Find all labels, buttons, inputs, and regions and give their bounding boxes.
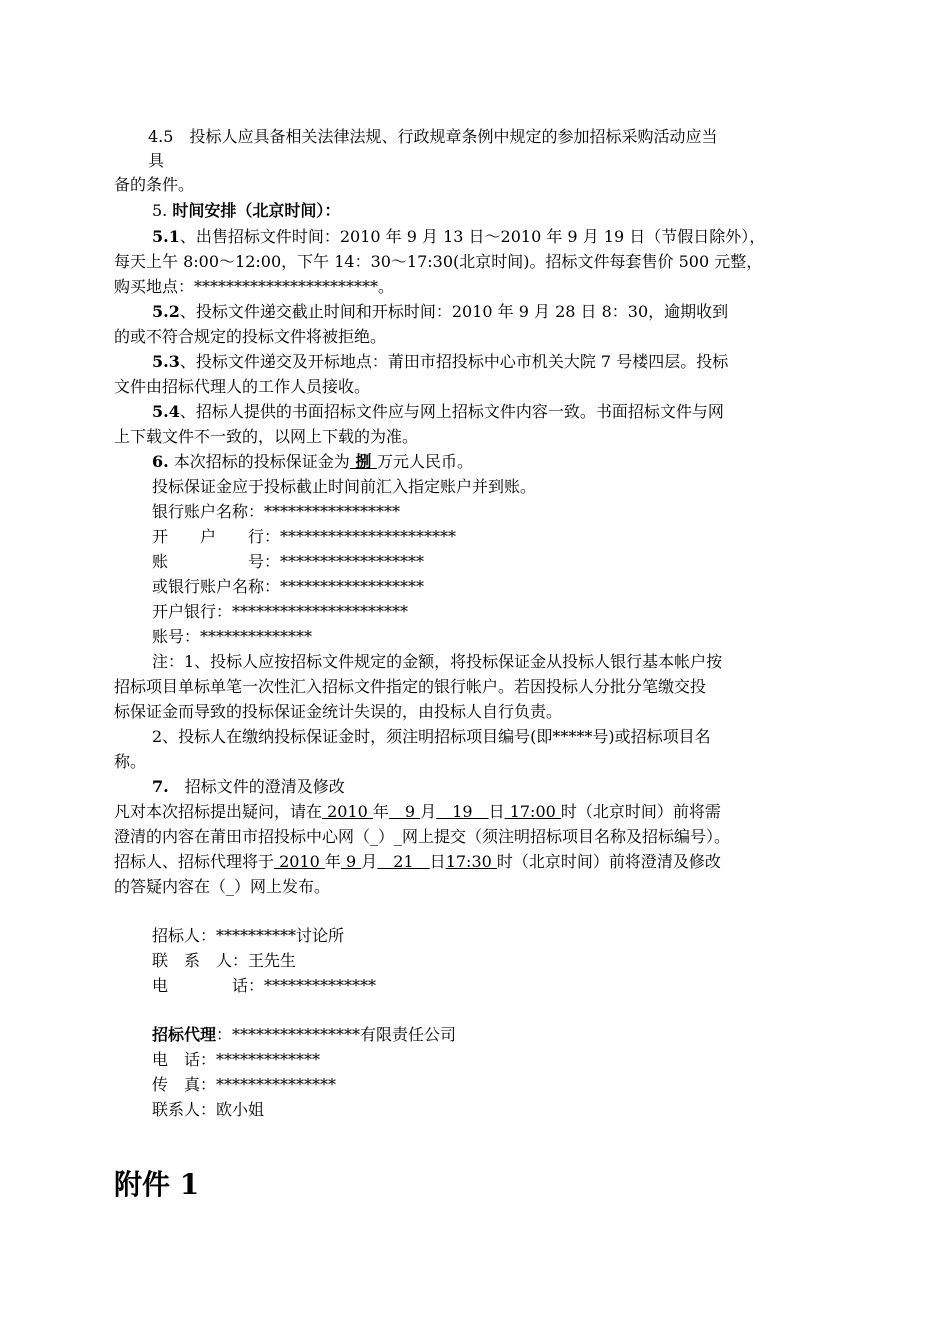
bank-name: 开 户 行：********************** bbox=[152, 527, 457, 546]
agent-contact: 联系人：欧小姐 bbox=[152, 1100, 265, 1119]
tenderer-contact: 联 系 人：王先生 bbox=[152, 951, 297, 970]
alt-bank-account-name: 或银行账户名称：****************** bbox=[152, 577, 425, 596]
section-7-number: 7. bbox=[152, 777, 169, 796]
section-6-text-pre: 本次招标的投标保证金为 bbox=[168, 452, 350, 471]
day-unit: 日 bbox=[488, 802, 505, 821]
section-6-text-post: 万元人民币。 bbox=[376, 452, 473, 471]
section-6-line bbox=[152, 452, 473, 472]
deposit-amount: 捌 bbox=[349, 452, 377, 471]
agent-colon: ： bbox=[216, 1025, 233, 1044]
year-unit: 年 bbox=[372, 802, 389, 821]
question-year: 2010 bbox=[322, 802, 373, 821]
answer-day: 21 bbox=[377, 852, 430, 871]
agent-phone: 电 话：************* bbox=[152, 1050, 321, 1069]
clarification-line-1 bbox=[114, 802, 721, 822]
clarification-line-3 bbox=[114, 852, 721, 872]
answer-month: 9 bbox=[340, 852, 362, 871]
section-5-heading bbox=[152, 201, 340, 221]
para-5-4-text: 、招标人提供的书面招标文件应与网上招标文件内容一致。书面招标文件与网 bbox=[179, 402, 724, 421]
appendix-heading: 附件 1 bbox=[114, 1168, 200, 1201]
para-5-2-line-1 bbox=[152, 302, 728, 322]
question-time: 17:00 bbox=[504, 802, 561, 821]
para-4-5-line-1: 4.5 投标人应具备相关法律法规、行政规章条例中规定的参加招标采购活动应当 bbox=[148, 127, 718, 146]
para-5-1-text: 、出售招标文件时间：2010 年 9 月 13 日～2010 年 9 月 19 日（节假日除外）， bbox=[179, 227, 766, 246]
month-unit: 月 bbox=[361, 852, 378, 871]
answer-text-tail: 时（北京时间）前将澄清及修改 bbox=[496, 852, 721, 871]
note-line-4: 2、投标人在缴纳投标保证金时，须注明招标项目编号(即*****号)或招标项目名 bbox=[152, 727, 711, 746]
clarification-line-4: 的答疑内容在（_）网上发布。 bbox=[114, 877, 331, 896]
note-line-3: 标保证金而导致的投标保证金统计失误的，由投标人自行负责。 bbox=[114, 702, 563, 721]
para-5-1-number: 5.1 bbox=[152, 227, 180, 246]
alt-bank-name: 开户银行：********************** bbox=[152, 602, 409, 621]
agent-label: 招标代理 bbox=[152, 1025, 217, 1044]
alt-bank-account-number: 账号：************** bbox=[152, 627, 313, 646]
clarification-text: 凡对本次招标提出疑问，请在 bbox=[114, 802, 323, 821]
month-unit: 月 bbox=[420, 802, 437, 821]
para-5-3-line-2: 文件由招标代理人的工作人员接收。 bbox=[114, 377, 371, 396]
question-day: 19 bbox=[436, 802, 489, 821]
para-5-1-line-2: 每天上午 8:00～12:00，下午 14：30～17:30(北京时间)。招标文件每套售价 500 元整， bbox=[114, 252, 763, 271]
section-5-number: 5. bbox=[152, 201, 173, 220]
para-5-1-line-1 bbox=[152, 227, 765, 247]
para-5-1-line-3: 购买地点：***********************。 bbox=[114, 277, 395, 296]
para-5-2-number: 5.2 bbox=[152, 302, 180, 321]
tenderer-phone: 电 话：************** bbox=[152, 976, 377, 995]
section-7-title: 招标文件的澄清及修改 bbox=[168, 777, 345, 796]
para-5-4-number: 5.4 bbox=[152, 402, 180, 421]
note-line-1: 注：1、投标人应按招标文件规定的金额，将投标保证金从投标人银行基本帐户按 bbox=[152, 652, 723, 671]
para-4-5-line-3: 备的条件。 bbox=[114, 175, 195, 194]
agent-fax: 传 真：*************** bbox=[152, 1075, 337, 1094]
clarification-line-2: 澄清的内容在莆田市招投标中心网（_）_网上提交（须注明招标项目名称及招标编号）。 bbox=[114, 827, 731, 846]
answer-text: 招标人、招标代理将于 bbox=[114, 852, 275, 871]
section-5-title: 时间安排（北京时间）： bbox=[172, 201, 341, 220]
section-6-number: 6. bbox=[152, 452, 169, 471]
clarification-text-tail: 时（北京时间）前将需 bbox=[560, 802, 721, 821]
day-unit: 日 bbox=[429, 852, 446, 871]
para-5-3-text: 、投标文件递交及开标地点：莆田市招投标中心市机关大院 7 号楼四层。投标 bbox=[179, 352, 729, 371]
para-5-2-text: 、投标文件递交截止时间和开标时间：2010 年 9 月 28 日 8：30，逾期收到 bbox=[179, 302, 729, 321]
agent-name-line bbox=[152, 1025, 456, 1045]
para-5-4-line-2: 上下载文件不一致的，以网上下载的为准。 bbox=[114, 427, 419, 446]
note-line-5: 称。 bbox=[114, 752, 147, 771]
answer-year: 2010 bbox=[274, 852, 325, 871]
answer-time: 17:30 bbox=[445, 852, 497, 871]
para-4-5-line-2: 具 bbox=[148, 151, 165, 170]
para-5-3-line-1 bbox=[152, 352, 728, 372]
para-5-3-number: 5.3 bbox=[152, 352, 180, 371]
agent-company: ****************有限责任公司 bbox=[232, 1025, 457, 1044]
section-7-heading bbox=[152, 777, 345, 797]
bank-account-number: 账 号：****************** bbox=[152, 552, 425, 571]
note-line-2: 招标项目单标单笔一次性汇入招标文件指定的银行帐户。若因投标人分批分笔缴交投 bbox=[114, 677, 707, 696]
year-unit: 年 bbox=[324, 852, 341, 871]
tenderer-name: 招标人：**********讨论所 bbox=[152, 926, 345, 945]
question-month: 9 bbox=[388, 802, 421, 821]
para-5-4-line-1 bbox=[152, 402, 724, 422]
para-5-2-line-2: 的或不符合规定的投标文件将被拒绝。 bbox=[114, 327, 387, 346]
bank-account-name: 银行账户名称：***************** bbox=[152, 502, 401, 521]
deposit-instruction: 投标保证金应于投标截止时间前汇入指定账户并到账。 bbox=[152, 477, 537, 496]
